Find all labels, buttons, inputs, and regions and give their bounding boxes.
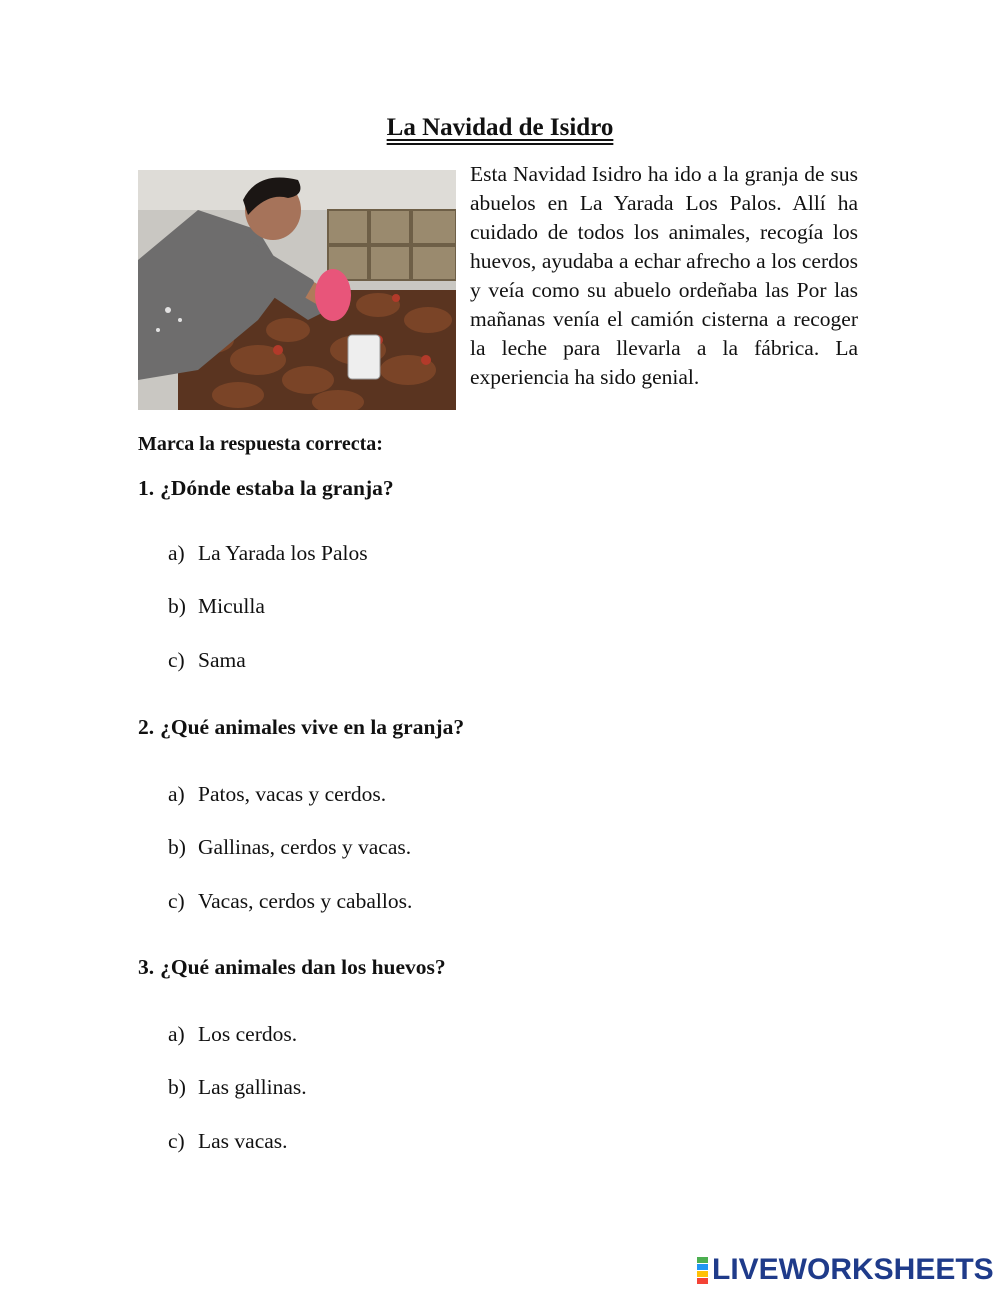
- option-letter: b): [168, 594, 186, 618]
- option-text: La Yarada los Palos: [198, 541, 368, 565]
- liveworksheets-logo[interactable]: [697, 1253, 994, 1287]
- option-letter: a): [168, 1022, 185, 1046]
- question-number: 1.: [138, 476, 155, 500]
- question-2-option-c[interactable]: [168, 889, 412, 914]
- option-text: Las vacas.: [198, 1129, 288, 1153]
- question-2-option-a[interactable]: [168, 782, 386, 807]
- option-text: Vacas, cerdos y caballos.: [198, 889, 413, 913]
- question-2-option-b[interactable]: [168, 835, 411, 860]
- boy-feeding-chickens-image: [138, 170, 456, 410]
- option-letter: b): [168, 1075, 186, 1099]
- question-text: ¿Qué animales vive en la granja?: [160, 715, 465, 739]
- worksheet-title: La Navidad de Isidro: [386, 114, 614, 141]
- question-3-option-a[interactable]: [168, 1022, 297, 1047]
- question-1-option-c[interactable]: [168, 648, 246, 673]
- story-paragraph: Esta Navidad Isidro ha ido a la granja de sus abuelos en La Yarada Los Palos. Allí ha cuidado de todos los animales, recogía los huevos, ayudaba a echar afrecho a los cerdos y veía como su abuelo ordeñaba las Por las mañanas venía el camión cisterna a recoger la leche para llevarla a la fábrica. La experiencia ha sido genial.: [470, 162, 858, 389]
- question-3-option-b[interactable]: [168, 1075, 307, 1100]
- option-letter: b): [168, 835, 186, 859]
- question-3: [138, 955, 446, 980]
- option-letter: c): [168, 1129, 185, 1153]
- option-letter: c): [168, 889, 185, 913]
- question-number: 2.: [138, 715, 155, 739]
- logo-block: [697, 1271, 708, 1277]
- option-letter: a): [168, 782, 185, 806]
- option-text: Las gallinas.: [198, 1075, 307, 1099]
- question-1-option-b[interactable]: [168, 594, 265, 619]
- logo-blocks-icon: [697, 1257, 708, 1284]
- question-2: [138, 715, 464, 740]
- question-1: [138, 476, 394, 501]
- option-text: Miculla: [198, 594, 265, 618]
- logo-text: LIVEWORKSHEETS: [712, 1253, 994, 1286]
- instruction-label: Marca la respuesta correcta:: [138, 433, 383, 455]
- logo-block: [697, 1278, 708, 1284]
- story-photo: [138, 170, 456, 410]
- question-number: 3.: [138, 955, 155, 979]
- question-text: ¿Dónde estaba la granja?: [160, 476, 394, 500]
- option-letter: a): [168, 541, 185, 565]
- option-text: Los cerdos.: [198, 1022, 298, 1046]
- option-text: Sama: [198, 648, 246, 672]
- option-letter: c): [168, 648, 185, 672]
- question-3-option-c[interactable]: [168, 1129, 288, 1154]
- option-text: Gallinas, cerdos y vacas.: [198, 835, 412, 859]
- question-text: ¿Qué animales dan los huevos?: [160, 955, 446, 979]
- question-1-option-a[interactable]: [168, 541, 368, 566]
- option-text: Patos, vacas y cerdos.: [198, 782, 387, 806]
- logo-block: [697, 1264, 708, 1270]
- logo-block: [697, 1257, 708, 1263]
